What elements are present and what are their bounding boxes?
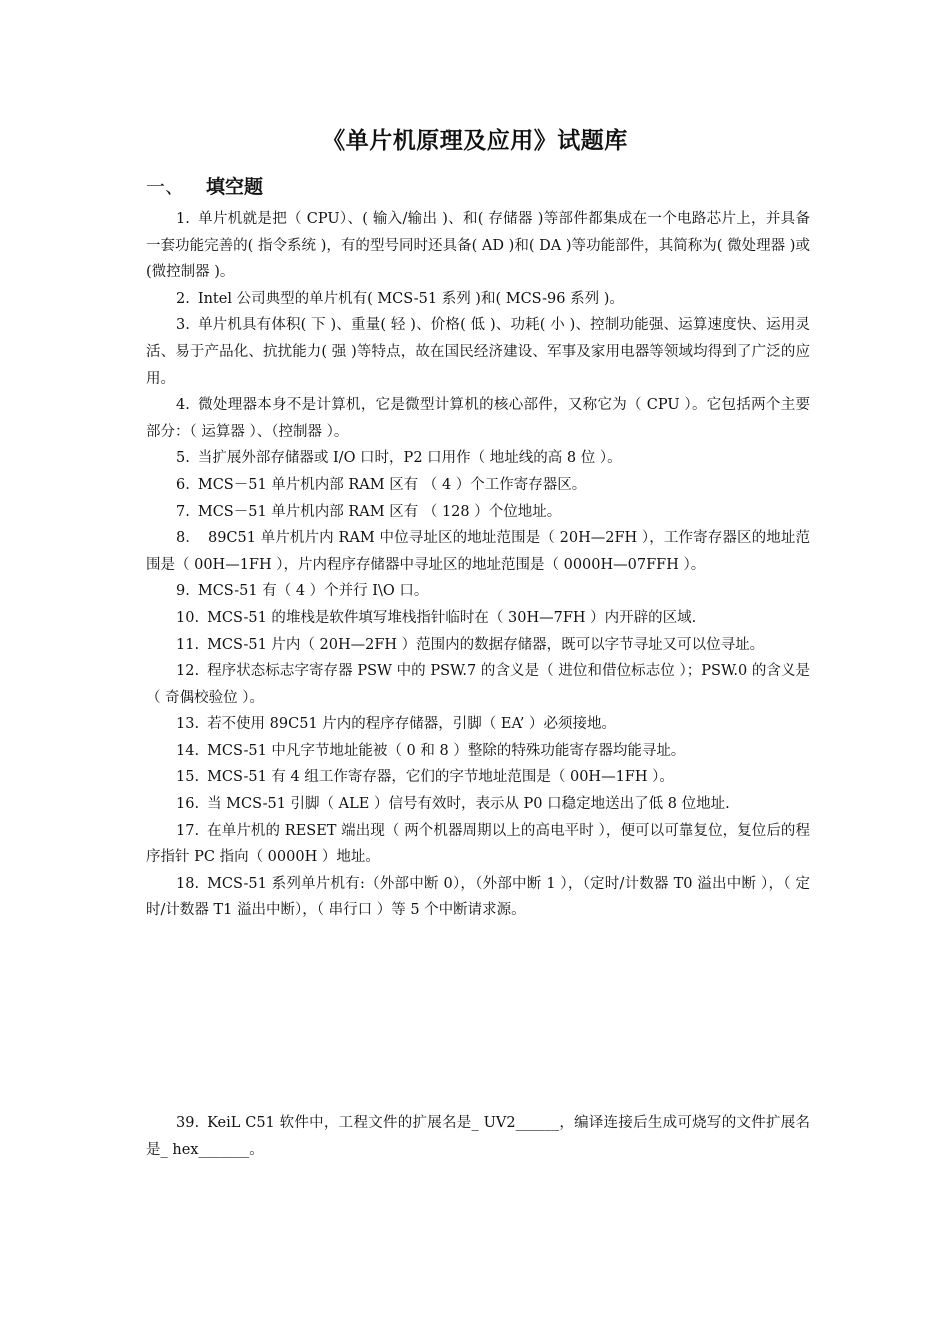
question-number: 15. — [176, 769, 200, 786]
question-item — [146, 286, 810, 313]
question-text: 当 MCS-51 引脚（ ALE ）信号有效时，表示从 P0 口稳定地送出了低 8 位地址. — [207, 796, 730, 813]
question-item — [146, 445, 810, 472]
question-number: 17. — [176, 822, 200, 839]
question-item-39 — [146, 1110, 810, 1163]
question-number: 2. — [176, 290, 190, 307]
question-number: 16. — [176, 796, 200, 813]
question-number: 6. — [176, 476, 190, 493]
question-item — [146, 605, 810, 632]
question-number: 12. — [176, 663, 200, 680]
question-number: 18. — [176, 875, 200, 892]
question-item — [146, 525, 810, 578]
question-number: 14. — [176, 742, 200, 759]
question-text: KeiL C51 软件中，工程文件的扩展名是_ UV2______，编译连接后生成可烧写的文件扩展名是_ hex_______。 — [146, 1115, 810, 1158]
question-text: MCS－51 单片机内部 RAM 区有 （ 128 ）个位地址。 — [197, 503, 562, 520]
question-item — [146, 871, 810, 924]
question-text: 单片机就是把（ CPU）、( 输入/输出 )、和( 存储器 )等部件都集成在一个电路芯片上，并具备一套功能完善的( 指令系统 )，有的型号同时还具备( AD )和( DA )等功能部件，其简称为( 微处理器 )或(微控制器 )。 — [146, 211, 810, 281]
question-item — [146, 738, 810, 765]
question-number: 10. — [176, 609, 200, 626]
question-list — [146, 206, 810, 1158]
question-item — [146, 578, 810, 605]
question-item — [146, 206, 810, 286]
question-item — [146, 499, 810, 526]
question-number: 7. — [176, 503, 190, 520]
question-text: 89C51 单片机片内 RAM 中位寻址区的地址范围是（ 20H—2FH ），工作寄存器区的地址范围是（ 00H—1FH ），片内程序存储器中寻址区的地址范围是（ 0000H—07FFH ）。 — [146, 530, 810, 573]
question-text: MCS-51 的堆栈是软件填写堆栈指针临时在（ 30H—7FH ）内开辟的区域. — [207, 609, 697, 626]
question-item — [146, 392, 810, 445]
section-heading — [146, 172, 263, 199]
question-text: 在单片机的 RESET 端出现（ 两个机器周期以上的高电平时 ），便可以可靠复位，复位后的程序指针 PC 指向（ 0000H ）地址。 — [146, 822, 810, 866]
question-text: MCS-51 有 4 组工作寄存器，它们的字节地址范围是（ 00H—1FH ）。 — [207, 769, 674, 786]
question-item — [146, 312, 810, 392]
question-number: 13. — [176, 716, 200, 733]
question-text: 若不使用 89C51 片内的程序存储器，引脚（ EA’ ）必须接地。 — [207, 716, 617, 733]
question-text: 微处理器本身不是计算机，它是微型计算机的核心部件，又称它为（ CPU ）。它包括两个主要部分：（ 运算器 ）、（控制器 ）。 — [146, 397, 810, 440]
question-number: 8． — [176, 530, 200, 547]
question-text: MCS-51 片内（ 20H—2FH ）范围内的数据存储器，既可以字节寻址又可以位寻址。 — [207, 636, 765, 653]
section-name: 填空题 — [206, 176, 264, 198]
question-item — [146, 711, 810, 738]
question-number: 9. — [176, 583, 190, 600]
question-item — [146, 818, 810, 871]
question-item — [146, 791, 810, 818]
question-item — [146, 658, 810, 711]
question-item — [146, 764, 810, 791]
question-number: 3. — [176, 317, 190, 334]
question-text: 单片机具有体积( 下 )、重量( 轻 )、价格( 低 )、功耗( 小 )、控制功能强、运算速度快、运用灵活、易于产品化、抗扰能力( 强 )等特点，故在国民经济建设、军事及家用电器等领域均得到了广泛的应用。 — [146, 317, 810, 387]
question-text: MCS-51 有（ 4 ）个并行 I\O 口。 — [197, 583, 429, 600]
question-text: MCS－51 单片机内部 RAM 区有 （ 4 ）个工作寄存器区。 — [197, 476, 587, 493]
document-title: 《单片机原理及应用》试题库 — [322, 127, 628, 154]
question-number: 4. — [176, 397, 190, 414]
question-item — [146, 632, 810, 659]
question-number: 5. — [176, 450, 190, 467]
question-text: Intel 公司典型的单片机有( MCS-51 系列 )和( MCS-96 系列 )。 — [197, 290, 624, 307]
question-text: MCS-51 中凡字节地址能被（ 0 和 8 ）整除的特殊功能寄存器均能寻址。 — [207, 742, 686, 759]
question-text: 当扩展外部存储器或 I/O 口时，P2 口用作（ 地址线的高 8 位 ）。 — [197, 450, 622, 467]
section-number: 一、 — [146, 176, 185, 198]
question-number: 11. — [176, 636, 200, 653]
question-text: 程序状态标志字寄存器 PSW 中的 PSW.7 的含义是（ 进位和借位标志位 ）；PSW.0 的含义是（ 奇偶校验位 ）。 — [146, 663, 810, 706]
question-text: MCS-51 系列单片机有:（外部中断 0），（外部中断 1 ），（定时/计数器 T0 溢出中断 ），（ 定时/计数器 T1 溢出中断），（ 串行口 ）等 5 个中断请求源。 — [146, 875, 810, 919]
question-number: 1. — [176, 211, 190, 227]
question-number: 39. — [176, 1115, 200, 1131]
question-item — [146, 472, 810, 499]
